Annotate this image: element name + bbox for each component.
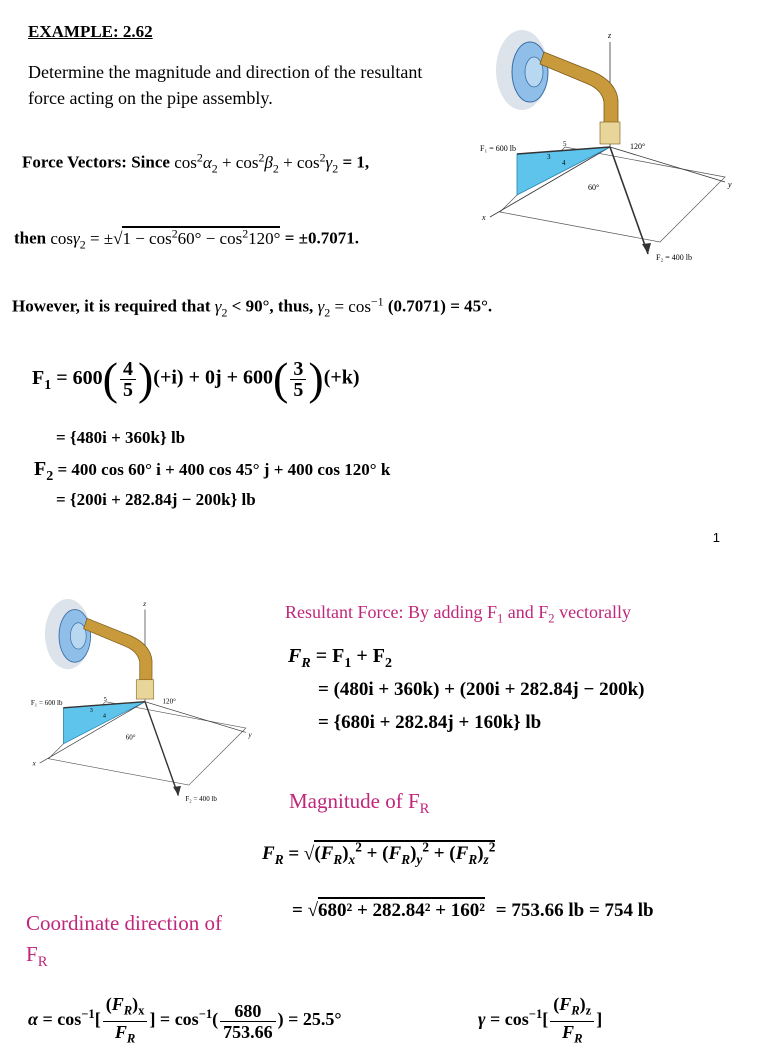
f2-label: F₂ = 400 lb — [656, 253, 692, 262]
y-axis — [145, 702, 246, 733]
gamma-constraint-line: However, it is required that $\gamma_2 < 90^\circ$, thus, $\gamma_2 = \cos^{-1} (0.7071) = 45^\circ$. — [12, 294, 493, 320]
triangle-4-label: 4 — [102, 713, 106, 720]
f2-label: F₂ = 400 lb — [185, 794, 217, 803]
alpha-result: = 25.5° — [288, 1009, 342, 1030]
alpha-denominator: 753.66 — [223, 1021, 273, 1042]
fr-substitution: = (480i + 360k) + (200i + 282.84j − 200k) — [318, 679, 645, 700]
pipe-assembly-figure-2 — [20, 592, 270, 807]
thus-text: < 90°, thus, — [231, 296, 314, 316]
f2-arrowhead — [642, 243, 651, 254]
however-text: However, it is required that — [12, 296, 211, 316]
since-text: Since — [131, 152, 170, 172]
triangle-5-label: 5 — [563, 140, 567, 148]
page-number: 1 — [712, 530, 720, 545]
coordinate-title-text: Coordinate direction of F — [26, 911, 222, 966]
triangle-3-label: 3 — [547, 153, 551, 161]
gamma-equation: $\gamma = \cos^{-1}$[ $\frac{(F_R)_z}{F_R}$ ] — [478, 994, 603, 1046]
magnitude-value: = √680² + 282.84² + 160² = 753.66 lb = 754 lb — [292, 900, 654, 922]
angle-60-label: 60° — [125, 733, 136, 742]
y-axis — [610, 147, 725, 182]
alpha-equation: $\alpha = \cos^{-1}$[ $\frac{(F_R)_x}{F_R}$ ] = $\cos^{-1}$( $\frac{680}{753.66}$ ) = 25.5° — [28, 994, 342, 1046]
force-vectors-label: Force Vectors: — [22, 152, 127, 172]
magnitude-title: Magnitude of $F_R$ — [289, 789, 430, 818]
f1-equation: $F_1 = 600$( $\frac{4}{5}$ )(+i) + 0j + 600( $\frac{3}{5}$ )(+k) — [32, 353, 360, 404]
pipe-fitting — [600, 122, 620, 144]
cos-gamma-line: then $\cos\gamma_2 = \pm√1 - \cos^260^\circ - \cos^2120^\circ = \pm 0.7071$. — [14, 226, 359, 252]
then-text: then — [14, 228, 47, 248]
f2-vector — [610, 147, 648, 254]
angle-60-label: 60° — [588, 183, 600, 192]
alpha-numerator: 680 — [220, 1001, 276, 1022]
example-heading: EXAMPLE: 2.62 — [28, 22, 153, 41]
z-axis-label: z — [608, 31, 612, 40]
magnitude-title-text: Magnitude of F — [289, 789, 420, 813]
f2-result: = {200i + 282.84j − 200k} lb — [56, 490, 256, 509]
f1-label: F₁ = 600 lb — [480, 144, 516, 153]
x-axis-label: x — [32, 759, 36, 768]
pipe — [540, 52, 618, 130]
magnitude-result: = 753.66 lb = 754 lb — [495, 900, 654, 921]
flange-hub — [70, 623, 86, 649]
fr-sum-equation: $F_R = F_1 + F_2$ — [288, 645, 392, 671]
force-vectors-line: Force Vectors: Since $\cos^2\alpha_2 + \cos^2\beta_2 + \cos^2\gamma_2 = 1$, — [22, 150, 370, 176]
coordinate-direction-title: Coordinate direction of $F_R$ — [26, 911, 222, 971]
fr-result: = {680i + 282.84j + 160k} lb — [318, 712, 542, 733]
pipe-fitting — [136, 680, 154, 699]
eq2-rhs: = ±0.7071. — [284, 228, 359, 248]
result-title-part-c: vectorally — [554, 602, 632, 622]
eq3-rhs: (0.7071) = 45°. — [387, 296, 493, 316]
y-axis-label: y — [728, 180, 732, 189]
f2-equation: $F_2 = 400$ cos 60° i + 400 cos 45° j + 400 cos 120° k — [34, 458, 391, 484]
f1-result: = {480i + 360k} lb — [56, 428, 186, 447]
problem-statement: Determine the magnitude and direction of the resultant force acting on the pipe assembly. — [28, 62, 423, 108]
f1-label: F₁ = 600 lb — [30, 699, 63, 708]
x-axis-label: x — [482, 213, 486, 222]
flange-hub — [525, 57, 543, 87]
y-axis-label: y — [248, 730, 252, 739]
pipe — [84, 618, 152, 686]
result-title-part-b: and F — [503, 602, 549, 622]
magnitude-radicand: 680² + 282.84² + 160² — [318, 897, 485, 921]
magnitude-formula: $F_R = √(F_R)_x^2 + (F_R)_y^2 + (F_R)_z^2$ — [262, 840, 496, 868]
angle-120-label: 120° — [162, 697, 176, 706]
triangle-3-label: 3 — [89, 708, 93, 715]
z-axis-label: z — [143, 600, 146, 609]
f2-vector — [145, 702, 178, 796]
result-title-part-a: Resultant Force: By adding F — [285, 602, 497, 622]
f2-arrowhead — [173, 786, 181, 796]
angle-120-label: 120° — [630, 142, 646, 151]
resultant-force-title: Resultant Force: By adding $F_1$ and $F_2$ vectorally — [285, 602, 632, 626]
triangle-4-label: 4 — [562, 159, 566, 167]
pipe-assembly-figure — [470, 22, 750, 267]
triangle-5-label: 5 — [103, 696, 107, 703]
eq1-rhs: = 1, — [342, 152, 370, 172]
